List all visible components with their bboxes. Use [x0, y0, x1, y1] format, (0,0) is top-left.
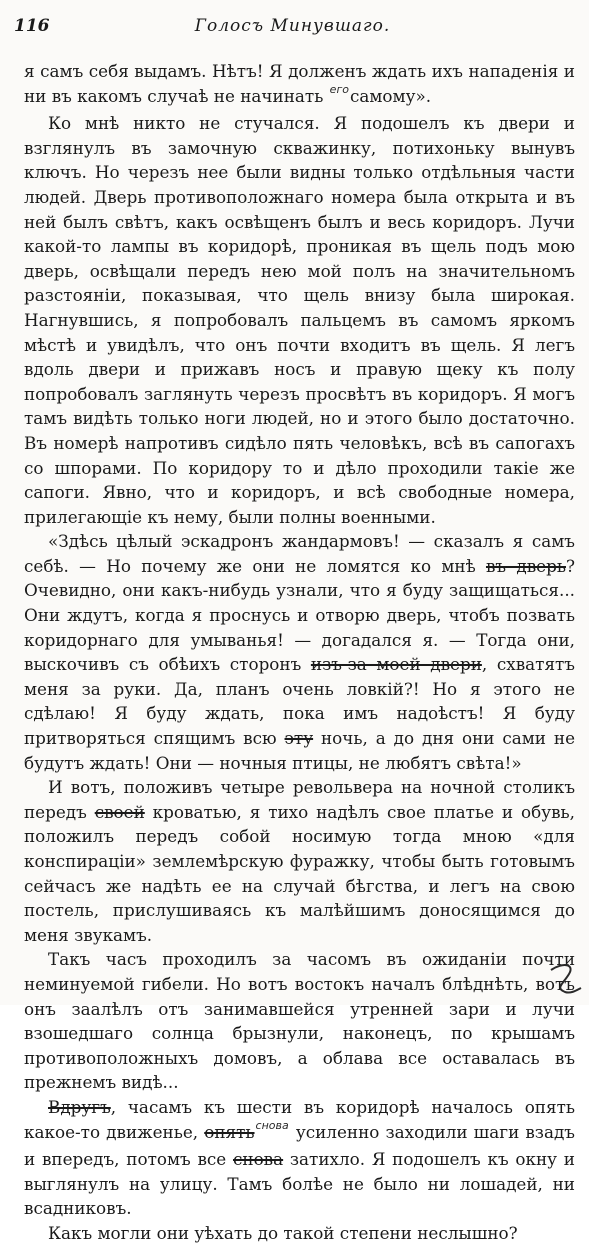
paragraph: [24, 59, 575, 111]
text-segment: Ко мнѣ никто не стучался. Я подошелъ къ двери и взглянулъ въ замочную скважинку, потихоньку вынувъ ключъ. Но черезъ нее были видны только отдѣльныя части людей. Дверь противоположнаго номера была открыта и въ ней былъ свѣтъ, какъ освѣщенъ былъ и весь коридоръ. Лучи какой-то лампы въ коридорѣ, проникая въ щель подъ мою дверь, освѣщали передъ нею мой полъ на значительномъ разстояніи, показывая, что щель внизу была широкая. Нагнувшись, я попробовалъ пальцемъ въ самомъ яркомъ мѣстѣ и увидѣлъ, что онъ почти входитъ въ щель. Я легъ вдоль двери и прижавъ носъ и правую щеку къ полу попробовалъ заглянуть черезъ просвѣтъ въ коридоръ. Я могъ тамъ видѣть только ноги людей, но и этого было достаточно. Въ номерѣ напротивъ сидѣло пять человѣкъ, всѣ въ сапогахъ со шпорами. По коридору то и дѣло проходили такіе же сапоги. Явно, что и коридоръ, и всѣ свободные номера, прилегающіе къ нему, были полны военными.: [24, 113, 575, 527]
text-segment: затихло. Я подошелъ къ окну и выглянулъ на улицу. Тамъ болѣе не было ни лошадей, ни всадниковъ.: [24, 1149, 575, 1219]
struck-out-text: въ дверь: [485, 555, 566, 576]
text-segment: Какъ могли они уѣхать до такой степени неслышно?: [48, 1222, 518, 1243]
paragraph: [24, 1221, 575, 1246]
page-header: [14, 16, 571, 42]
paragraph: [24, 947, 575, 1095]
handwritten-insertion: снова: [255, 1118, 289, 1132]
text-segment: кроватью, я тихо надѣлъ свое платье и обувь, положилъ передъ собой носимую тогда мною «для конспираціи» землемѣрскую фуражку, чтобы быть готовымъ сейчасъ же надѣть ее на случай бѣгства, и легъ на свою постель, прислушиваясь къ малѣйшимъ доносящимся до меня звукамъ.: [24, 801, 575, 945]
text-segment: , часамъ къ шести въ коридорѣ началось опять какое-то движенье,: [24, 1096, 575, 1142]
struck-out-text: Вдругъ: [48, 1096, 111, 1117]
text-segment: «Здѣсь цѣлый эскадронъ жандармовъ! — сказалъ я самъ себѣ. — Но почему же они не ломятся ко мнѣ: [24, 531, 575, 576]
page-number: 116: [14, 16, 50, 36]
text-segment: , схватятъ меня за руки. Да, планъ очень ловкій?! Но я этого не сдѣлаю! Я буду ждать, пока имъ надоѣстъ! Я буду притворяться спящимъ всю: [24, 654, 575, 749]
struck-out-text: опять: [204, 1121, 255, 1142]
text-segment: ? Очевидно, они какъ-нибудь узнали, что я буду защищаться... Они ждутъ, когда я проснусь и отворю дверь, чтобъ позвать коридорнаго для умыванья! — догадался я. — Тогда они, выскочивъ съ обѣихъ сторонъ: [24, 555, 575, 675]
struck-out-text: своей: [94, 801, 145, 822]
paragraph: [24, 1095, 575, 1221]
text-segment: И вотъ, положивъ четыре револьвера на ночной столикъ передъ: [24, 777, 575, 822]
running-title: Голосъ Минувшаго.: [194, 16, 391, 36]
paragraph: [24, 775, 575, 947]
text-segment: самому».: [349, 85, 432, 106]
text-segment: ночь, а до дня они сами не будутъ ждать! Они — ночныя птицы, не любятъ свѣта!»: [24, 728, 576, 773]
struck-out-text: изъ-за моей двери: [310, 654, 482, 675]
struck-out-text: снова: [232, 1149, 284, 1170]
body-text: [24, 59, 575, 1246]
paragraph: [24, 111, 575, 529]
text-segment: я самъ себя выдамъ. Нѣтъ! Я долженъ ждать ихъ нападенія и ни въ какомъ случаѣ не начинать: [24, 61, 575, 106]
handwritten-insertion: его: [329, 82, 349, 96]
text-segment: Такъ часъ проходилъ за часомъ въ ожиданіи почти неминуемой гибели. Но вотъ востокъ началъ блѣднѣть, вотъ онъ заалѣлъ отъ занимавшейся утренней зари и лучи взошедшаго солнца брызнули, наконецъ, по крышамъ противоположныхъ домовъ, а облава все оставалась въ прежнемъ видѣ...: [24, 949, 575, 1093]
margin-squiggle-mark: [545, 958, 585, 998]
text-segment: усиленно заходили шаги взадъ и впередъ, потомъ все: [24, 1121, 575, 1170]
paragraph: [24, 529, 575, 775]
struck-out-text: эту: [284, 728, 314, 749]
